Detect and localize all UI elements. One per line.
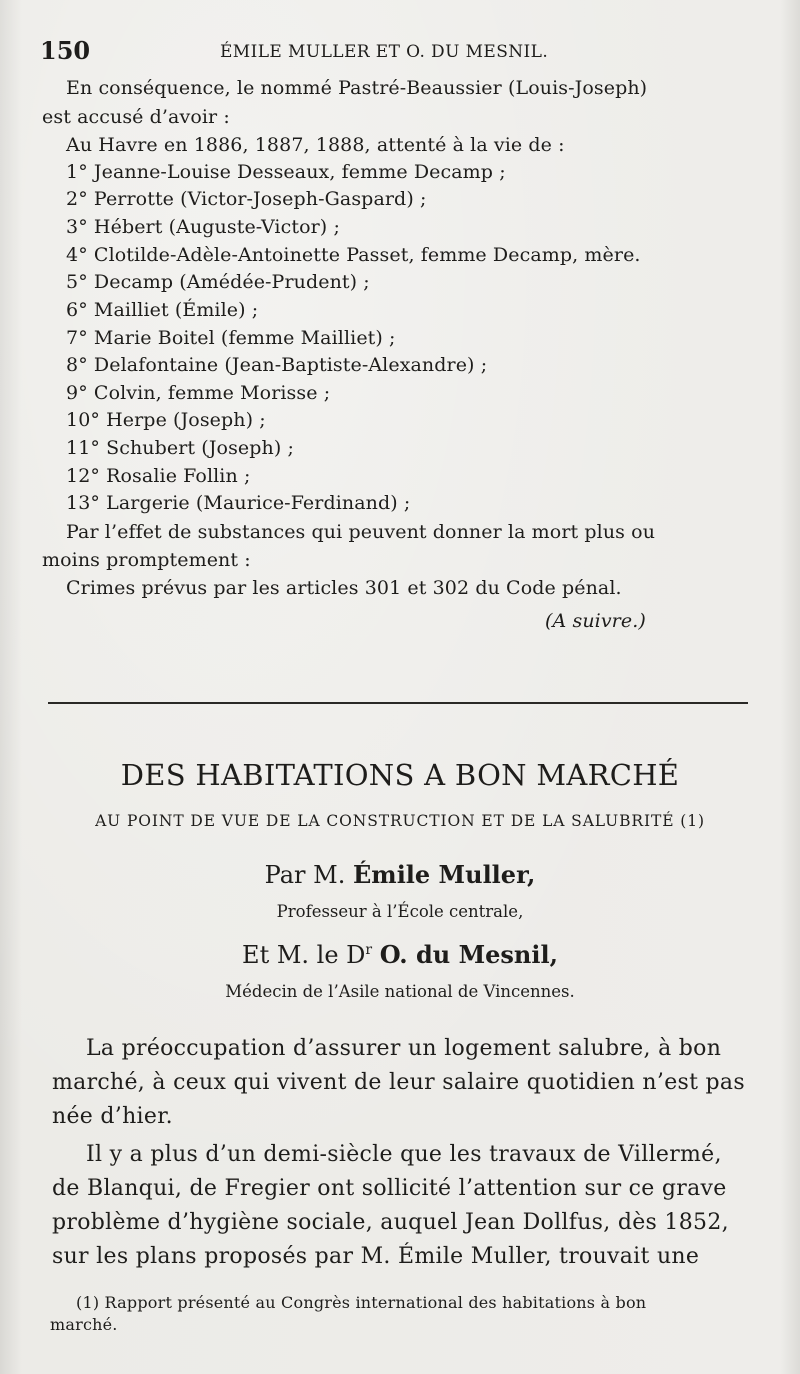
indictment-line: 5° Decamp (Amédée-Prudent) ; <box>66 271 370 293</box>
indictment-line: 8° Delafontaine (Jean-Baptiste-Alexandre) ; <box>66 354 488 376</box>
author-2-sup: r <box>365 942 373 958</box>
author-2-name: O. du Mesnil, <box>379 940 558 969</box>
footnote-line: (1) Rapport présenté au Congrès international des habitations à bon <box>76 1293 647 1312</box>
to-follow-note: (A suivre.) <box>545 610 646 632</box>
author-2 <box>0 940 800 969</box>
indictment-line: 12° Rosalie Follin ; <box>66 465 251 487</box>
indictment-line: 4° Clotilde-Adèle-Antoinette Passet, femme Decamp, mère. <box>66 244 641 266</box>
indictment-line: En conséquence, le nommé Pastré-Beaussier (Louis-Joseph) <box>66 77 648 99</box>
footnote-line: marché. <box>50 1315 118 1334</box>
author-1 <box>0 860 800 889</box>
body-line: sur les plans proposés par M. Émile Muller, trouvait une <box>52 1244 700 1269</box>
author-1-role: Professeur à l’École centrale, <box>276 902 524 921</box>
body-line: Il y a plus d’un demi-siècle que les travaux de Villermé, <box>86 1142 722 1167</box>
body-line: de Blanqui, de Fregier ont sollicité l’attention sur ce grave <box>52 1176 727 1201</box>
indictment-line: 10° Herpe (Joseph) ; <box>66 409 266 431</box>
article-title: DES HABITATIONS A BON MARCHÉ <box>120 758 680 792</box>
body-line: née d’hier. <box>52 1104 173 1129</box>
author-1-prefix: Par M. <box>264 861 346 889</box>
indictment-line: 9° Colvin, femme Morisse ; <box>66 382 331 404</box>
author-1-name: Émile Muller, <box>353 860 536 889</box>
body-line: problème d’hygiène sociale, auquel Jean Dollfus, dès 1852, <box>52 1210 729 1235</box>
indictment-line: Par l’effet de substances qui peuvent donner la mort plus ou <box>66 521 656 543</box>
indictment-line: moins promptement : <box>42 549 251 571</box>
body-line: marché, à ceux qui vivent de leur salaire quotidien n’est pas <box>52 1070 745 1095</box>
author-2-role: Médecin de l’Asile national de Vincennes. <box>225 982 575 1001</box>
indictment-line: 1° Jeanne-Louise Desseaux, femme Decamp ; <box>66 161 506 183</box>
page-number: 150 <box>40 36 91 65</box>
indictment-line: est accusé d’avoir : <box>42 106 230 128</box>
body-line: La préoccupation d’assurer un logement salubre, à bon <box>86 1036 722 1061</box>
indictment-line: Crimes prévus par les articles 301 et 302 du Code pénal. <box>66 577 622 599</box>
indictment-line: 13° Largerie (Maurice-Ferdinand) ; <box>66 492 411 514</box>
indictment-line: Au Havre en 1886, 1887, 1888, attenté à la vie de : <box>66 134 565 156</box>
page-header <box>40 36 760 70</box>
article-subtitle: AU POINT DE VUE DE LA CONSTRUCTION ET DE LA SALUBRITÉ (1) <box>95 812 705 830</box>
running-head: ÉMILE MULLER ET O. DU MESNIL. <box>220 42 549 62</box>
indictment-line: 7° Marie Boitel (femme Mailliet) ; <box>66 327 396 349</box>
section-divider <box>48 702 748 704</box>
indictment-line: 2° Perrotte (Victor-Joseph-Gaspard) ; <box>66 188 427 210</box>
indictment-line: 3° Hébert (Auguste-Victor) ; <box>66 216 340 238</box>
indictment-line: 6° Mailliet (Émile) ; <box>66 299 259 321</box>
indictment-line: 11° Schubert (Joseph) ; <box>66 437 295 459</box>
author-2-prefix: Et M. le D <box>242 941 366 969</box>
